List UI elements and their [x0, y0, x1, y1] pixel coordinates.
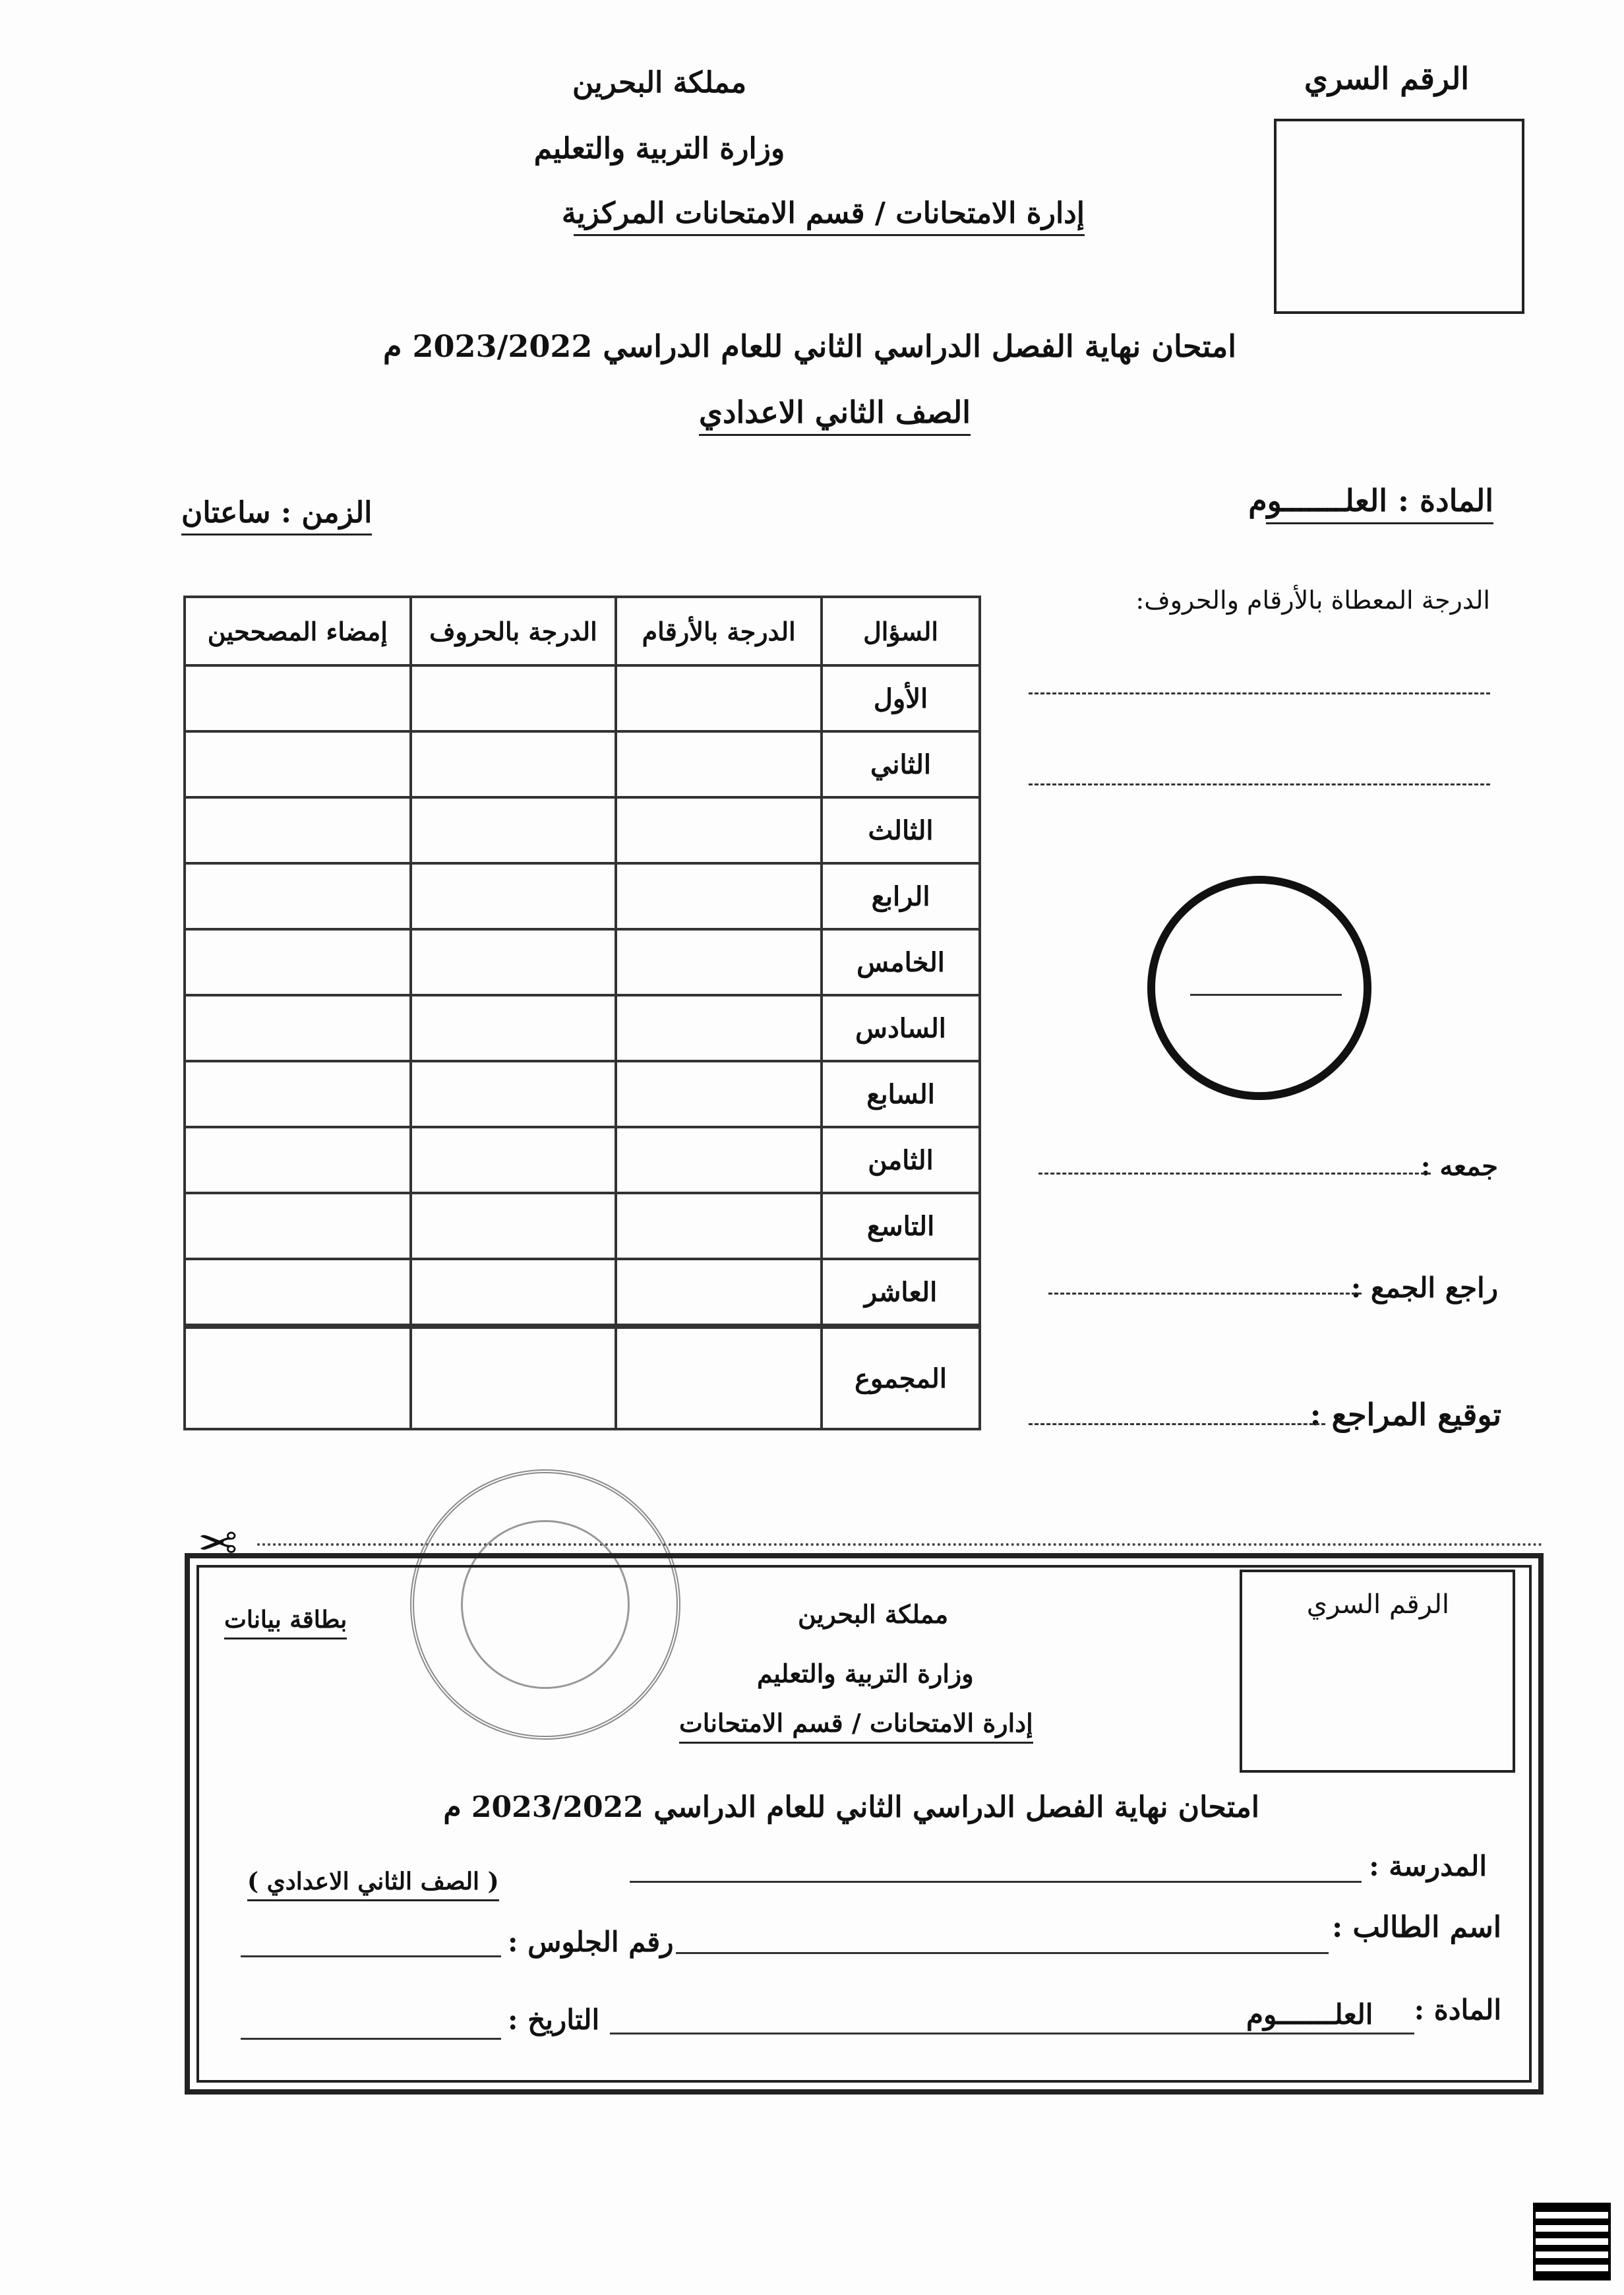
card-department: إدارة الامتحانات / قسم الامتحانات: [679, 1708, 1033, 1744]
grade-letters-cell[interactable]: [411, 863, 617, 929]
header-question: السؤال: [822, 597, 980, 665]
table-row: [185, 797, 980, 863]
total-row: [185, 1326, 980, 1429]
signature-cell[interactable]: [185, 1061, 411, 1127]
question-label: السابع: [822, 1061, 980, 1127]
school-field[interactable]: [630, 1881, 1362, 1883]
seat-number-label: رقم الجلوس :: [508, 1926, 674, 1958]
table-row: [185, 731, 980, 797]
signature-cell[interactable]: [185, 863, 411, 929]
student-name-field[interactable]: [676, 1952, 1329, 1954]
marks-table-header: [185, 597, 980, 665]
sum-checked-label: راجع الجمع :: [1350, 1271, 1498, 1304]
header-grade-numbers: الدرجة بالأرقام: [616, 597, 822, 665]
given-grade-numbers-line[interactable]: [1029, 692, 1490, 694]
student-name-label: اسم الطالب :: [1332, 1911, 1501, 1944]
grade-numbers-cell[interactable]: [616, 797, 822, 863]
card-secret-number-label: الرقم السري: [1306, 1589, 1449, 1620]
grade-numbers-cell[interactable]: [616, 665, 822, 731]
question-label: الأول: [822, 665, 980, 731]
grade-letters-cell[interactable]: [411, 929, 617, 995]
marks-table: [183, 596, 981, 1430]
card-exam-title: امتحان نهاية الفصل الدراسي الثاني للعام الدراسي 2023/2022 م: [443, 1790, 1259, 1824]
question-label: الرابع: [822, 863, 980, 929]
grade-numbers-cell[interactable]: [616, 731, 822, 797]
circle-divider-line: [1190, 994, 1342, 996]
question-label: الخامس: [822, 929, 980, 995]
grade-letters-cell[interactable]: [411, 995, 617, 1061]
grade-letters-cell[interactable]: [411, 1061, 617, 1127]
reviewer-signature-line[interactable]: [1029, 1423, 1325, 1425]
table-row: [185, 1193, 980, 1259]
table-row: [185, 1127, 980, 1193]
grade-numbers-cell[interactable]: [616, 1193, 822, 1259]
card-kingdom: مملكة البحرين: [798, 1599, 949, 1629]
grade-numbers-cell[interactable]: [616, 1127, 822, 1193]
card-subject-value: العلـــــــوم: [1246, 1998, 1373, 2031]
summed-by-line[interactable]: [1038, 1173, 1431, 1175]
grade-numbers-cell[interactable]: [616, 995, 822, 1061]
question-label: العاشر: [822, 1259, 980, 1326]
time-label: الزمن : ساعتان: [181, 496, 372, 536]
subject-label: المادة : العلـــــــوم: [1266, 483, 1493, 524]
total-grade-letters-cell[interactable]: [411, 1326, 617, 1429]
table-row: [185, 1061, 980, 1127]
reviewer-signature-label: توقيع المراجع :: [1309, 1397, 1501, 1432]
card-title: بطاقة بيانات: [224, 1606, 347, 1639]
total-grade-circle[interactable]: [1147, 876, 1371, 1100]
date-subject-line: [610, 2033, 1240, 2035]
grade-letters-cell[interactable]: [411, 1259, 617, 1326]
grade-letters-cell[interactable]: [411, 1193, 617, 1259]
grade-numbers-cell[interactable]: [616, 1259, 822, 1326]
given-grade-letters-line[interactable]: [1029, 783, 1490, 785]
given-grade-label: الدرجة المعطاة بالأرقام والحروف:: [1135, 586, 1490, 615]
question-label: التاسع: [822, 1193, 980, 1259]
total-label: المجموع: [822, 1326, 980, 1429]
question-label: الثامن: [822, 1127, 980, 1193]
table-row: [185, 665, 980, 731]
table-row: [185, 929, 980, 995]
grade-letters-cell[interactable]: [411, 797, 617, 863]
sum-checked-line[interactable]: [1048, 1293, 1362, 1295]
table-row: [185, 863, 980, 929]
date-label: التاريخ :: [508, 2004, 600, 2036]
seat-number-field[interactable]: [241, 1955, 501, 1957]
signature-cell[interactable]: [185, 995, 411, 1061]
qr-code-icon: [1533, 2203, 1611, 2280]
table-row: [185, 995, 980, 1061]
total-signature-cell[interactable]: [185, 1326, 411, 1429]
signature-cell[interactable]: [185, 1259, 411, 1326]
signature-cell[interactable]: [185, 797, 411, 863]
signature-cell[interactable]: [185, 1193, 411, 1259]
grade-letters-cell[interactable]: [411, 665, 617, 731]
question-label: السادس: [822, 995, 980, 1061]
header-grader-signature: إمضاء المصححين: [185, 597, 411, 665]
question-label: الثاني: [822, 731, 980, 797]
ministry-name: وزارة التربية والتعليم: [533, 132, 785, 166]
grade-numbers-cell[interactable]: [616, 1061, 822, 1127]
grade-numbers-cell[interactable]: [616, 929, 822, 995]
grade-numbers-cell[interactable]: [616, 863, 822, 929]
signature-cell[interactable]: [185, 1127, 411, 1193]
department-name: إدارة الامتحانات / قسم الامتحانات المركزية: [574, 197, 1085, 236]
kingdom-name: مملكة البحرين: [572, 66, 747, 100]
signature-cell[interactable]: [185, 929, 411, 995]
card-subject-underline: [1240, 2033, 1414, 2035]
secret-number-box[interactable]: [1274, 119, 1524, 314]
card-subject-label: المادة :: [1414, 1994, 1501, 2026]
exam-title: امتحان نهاية الفصل الدراسي الثاني للعام الدراسي 2023/2022 م: [383, 328, 1236, 364]
total-grade-numbers-cell[interactable]: [616, 1326, 822, 1429]
date-field[interactable]: [241, 2038, 501, 2040]
secret-number-label: الرقم السري: [1304, 61, 1469, 96]
table-row: [185, 1259, 980, 1326]
card-ministry: وزارة التربية والتعليم: [757, 1659, 974, 1688]
school-label: المدرسة :: [1369, 1850, 1487, 1882]
scissors-icon: ✂: [198, 1515, 238, 1571]
summed-by-label: جمعه :: [1420, 1151, 1498, 1182]
grade-title: الصف الثاني الاعدادي: [699, 394, 971, 436]
grade-letters-cell[interactable]: [411, 731, 617, 797]
question-label: الثالث: [822, 797, 980, 863]
card-grade: ( الصف الثاني الاعدادي ): [247, 1868, 499, 1901]
signature-cell[interactable]: [185, 731, 411, 797]
signature-cell[interactable]: [185, 665, 411, 731]
header-grade-letters: الدرجة بالحروف: [411, 597, 617, 665]
grade-letters-cell[interactable]: [411, 1127, 617, 1193]
